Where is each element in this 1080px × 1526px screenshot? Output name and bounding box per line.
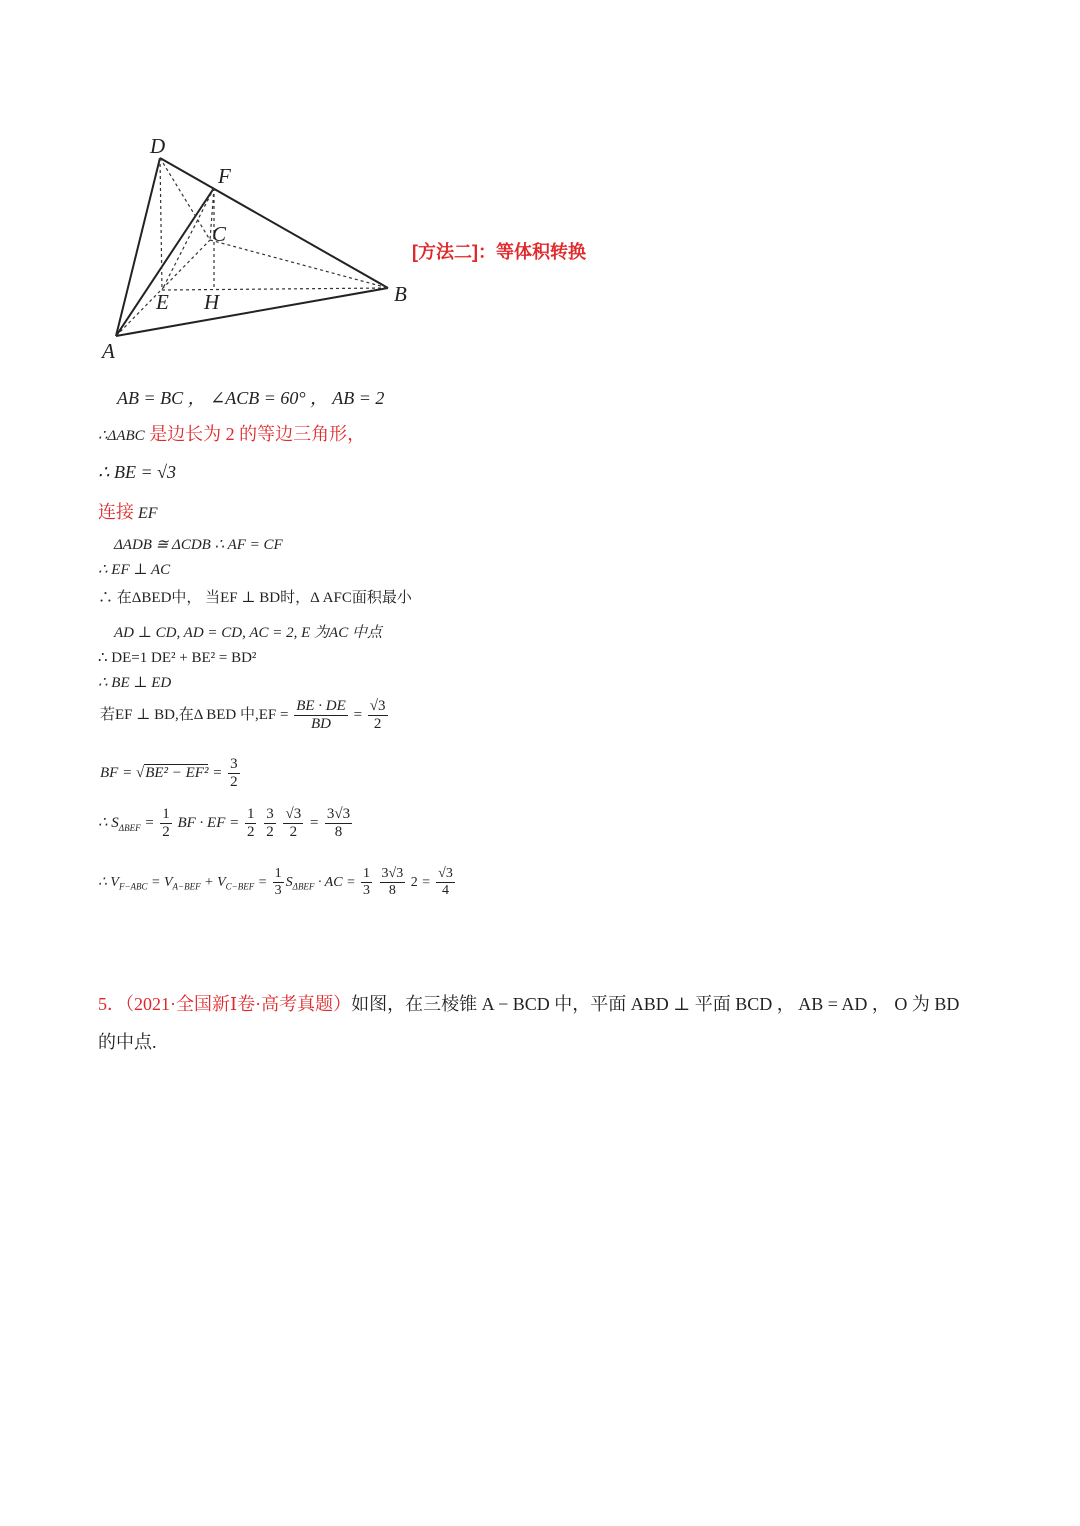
volume-formula — [98, 866, 457, 899]
v-f2 — [361, 866, 372, 899]
ef-num: BE · DE — [294, 698, 348, 716]
s-res-den: 8 — [334, 824, 343, 841]
s-eq2: = — [308, 815, 320, 832]
v-prefix: ∴ V — [98, 874, 119, 890]
label-h: H — [204, 290, 220, 314]
v-s: S — [285, 874, 293, 890]
v-f3-den: 8 — [388, 883, 396, 899]
edge-fe — [162, 188, 214, 290]
bf-root: BE² − EF² — [145, 765, 209, 782]
v-s-sub: ΔBEF — [292, 881, 315, 892]
v-mid3: = — [254, 874, 268, 890]
v-f1 — [273, 866, 284, 899]
ef-eq: = — [353, 707, 363, 724]
v-mid1: = V — [147, 874, 173, 890]
v-ac: · AC = — [314, 874, 356, 890]
v-res-den: 4 — [442, 883, 450, 899]
s-f2-den: 2 — [266, 824, 274, 841]
question-number: 5．（2021·全国新Ⅰ卷·高考真题） — [98, 994, 352, 1014]
label-d: D — [150, 134, 166, 158]
edge-da — [116, 158, 160, 336]
v-sub2: A−BEF — [172, 881, 201, 892]
v-sub3: C−BEF — [225, 881, 255, 892]
bf-prefix: BF = — [100, 765, 133, 782]
bf-eq: = — [212, 765, 223, 782]
s-f1-den: 2 — [246, 824, 255, 841]
de-line: ∴ DE=1 DE² + BE² = BD² — [98, 650, 257, 666]
edge-db — [160, 158, 388, 288]
bf-formula: BF = √BE² − EF² = $\frac{3}{2}$ — [100, 756, 238, 791]
s-half — [160, 806, 172, 842]
be-perp-ed-line: ∴ BE ⊥ ED — [98, 675, 172, 691]
v-mid2: + V — [200, 874, 226, 890]
ef-res-num: √3 — [368, 698, 388, 716]
min-area-line: ∴ 在ΔBED中， 当EF ⊥ BD时，Δ AFC面积最小 — [98, 590, 412, 606]
s-mid: BF · EF = — [177, 815, 240, 832]
s-result — [325, 806, 352, 842]
label-a: A — [102, 339, 115, 363]
area-formula — [98, 806, 354, 842]
v-f3 — [380, 866, 406, 899]
s-f1-num: 1 — [245, 806, 257, 824]
v-f1-den: 3 — [274, 883, 282, 899]
bf-result — [228, 756, 240, 792]
ef-res-den: 2 — [373, 716, 382, 733]
label-b: B — [394, 282, 407, 306]
ef-perp-ac-line: ∴ EF ⊥ AC — [98, 562, 171, 578]
equilateral-line — [98, 420, 365, 446]
s-f2 — [264, 806, 276, 842]
s-eq: = — [144, 815, 155, 832]
ef-fraction — [294, 698, 348, 734]
label-c: C — [212, 222, 227, 246]
ef-den: BD — [311, 716, 332, 733]
question-text1: 如图，在三棱锥 A − BCD 中，平面 ABD ⊥ 平面 BCD ， AB = AD ， O 为 BD — [351, 994, 960, 1014]
edge-cb — [210, 240, 388, 288]
v-result — [436, 866, 455, 899]
connect-var: EF — [134, 505, 158, 522]
equilateral-text: 是边长为 2 的等边三角形， — [144, 424, 366, 444]
question-5-line1 — [98, 990, 959, 1016]
v-two: 2 — [410, 874, 418, 890]
method-title: [方法二]：等体积转换 — [412, 242, 586, 262]
s-res-num: 3√3 — [325, 806, 352, 824]
ad-conditions-line: AD ⊥ CD, AD = CD, AC = 2, E 为AC 中点 — [114, 625, 382, 641]
label-e: E — [156, 290, 169, 314]
question-text2: 的中点. — [98, 1032, 157, 1052]
ef-prefix: 若EF ⊥ BD,在Δ BED 中,EF = — [100, 707, 289, 724]
v-res-num: √3 — [436, 866, 455, 883]
ef-result — [368, 698, 388, 734]
s-f1 — [245, 806, 257, 842]
be-line: ∴ BE = √3 — [98, 462, 176, 482]
edge-dc — [160, 158, 210, 240]
s-prefix: ∴ S — [98, 815, 119, 832]
s-f2-num: 3 — [264, 806, 276, 824]
edge-eb — [162, 288, 388, 290]
s-sub: ΔBEF — [118, 823, 141, 834]
connect-line — [98, 498, 158, 524]
v-eq: = — [421, 874, 431, 890]
bf-res-num: 3 — [228, 756, 240, 774]
connect-prefix: 连接 — [98, 502, 134, 522]
given-line: AB = BC ， ∠ACB = 60° ， AB = 2 — [117, 388, 385, 408]
s-f3-den: 2 — [289, 824, 298, 841]
congruent-line: ΔADB ≅ ΔCDB ∴ AF = CF — [114, 537, 283, 553]
v-f1-num: 1 — [273, 866, 284, 883]
bf-res-den: 2 — [230, 774, 238, 791]
s-half-num: 1 — [160, 806, 172, 824]
s-f3-num: √3 — [283, 806, 303, 824]
v-sub1: F−ABC — [118, 881, 148, 892]
s-half-den: 2 — [162, 824, 170, 841]
v-f2-num: 1 — [361, 866, 372, 883]
ef-formula — [100, 698, 390, 734]
v-f2-den: 3 — [363, 883, 371, 899]
s-f3 — [283, 806, 303, 842]
equilateral-prefix: ∴ΔABC — [98, 428, 145, 444]
v-f3-num: 3√3 — [380, 866, 406, 883]
label-f: F — [218, 164, 231, 188]
